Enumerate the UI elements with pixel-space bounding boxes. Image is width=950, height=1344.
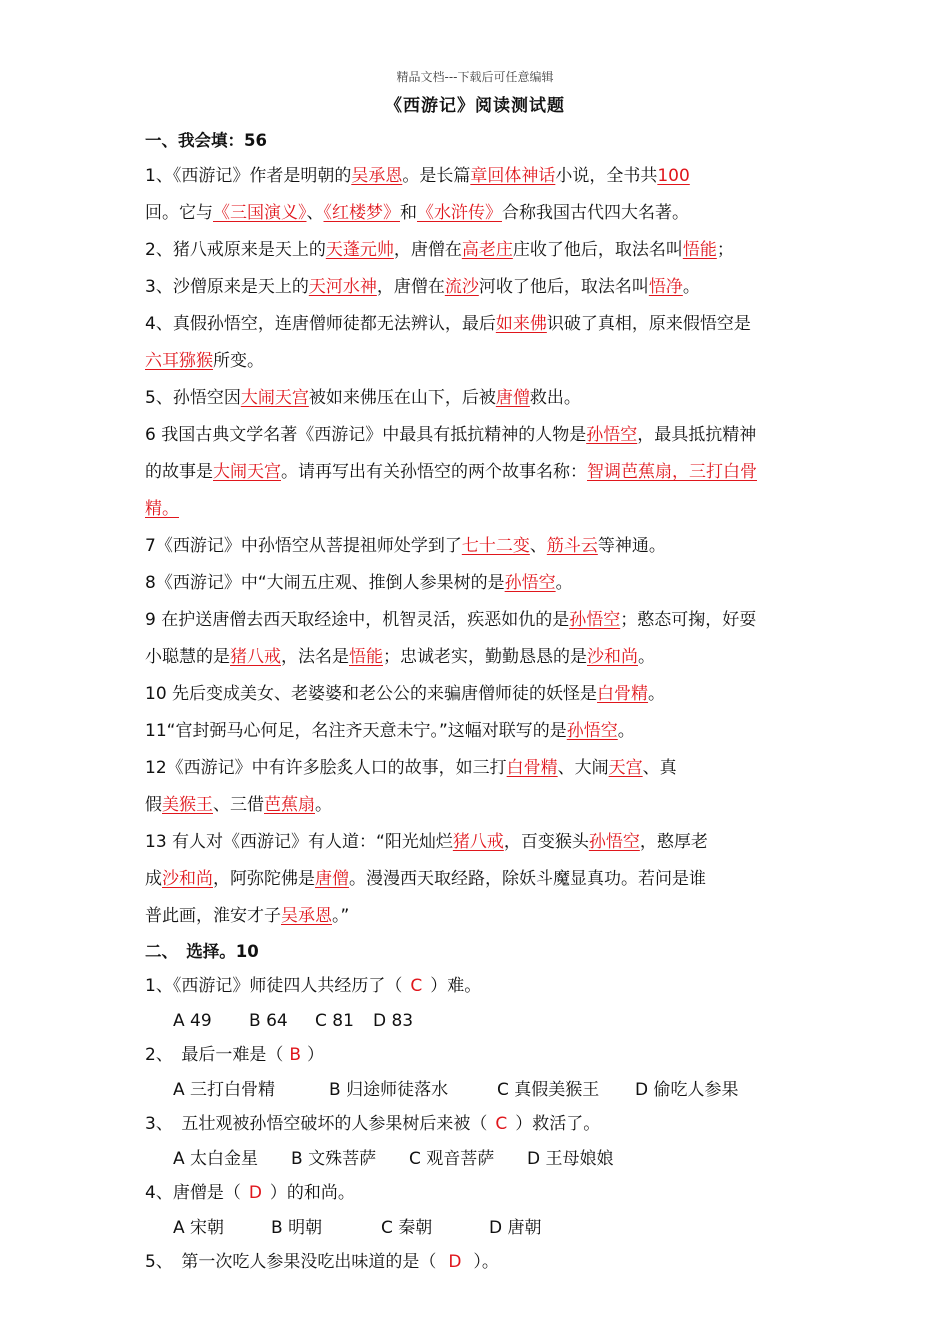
question-6-line-1: 6 我国古典文学名著《西游记》中最具有抵抗精神的人物是孙悟空，最具抵抗精神 (145, 425, 757, 445)
choice-answer: B (289, 1045, 301, 1065)
answer-blank: 100 (657, 166, 690, 186)
answer-blank: 精。 (145, 499, 179, 519)
question-2: 2、猪八戒原来是天上的天蓬元帅，唐僧在高老庄庄收了他后，取法名叫悟能； (145, 240, 734, 260)
option: C 真假美猴王 (497, 1080, 600, 1100)
choice-options-3 (145, 1142, 845, 1176)
document-body (145, 124, 845, 1280)
answer-blank: 大闹天宫 (213, 462, 281, 482)
section-heading-fill: 一、我会填：56 (145, 131, 267, 150)
choice-question-5: 5、 第一次吃人参果没吃出味道的是（ D ）。 (145, 1245, 845, 1280)
answer-blank: 唐僧 (495, 388, 530, 408)
answer-blank: 悟净 (648, 277, 683, 297)
question-13-line-3: 普此画，淮安才子吴承恩。” (145, 906, 350, 926)
answer-blank: 唐僧 (315, 869, 349, 889)
answer-blank: 孙悟空 (586, 425, 638, 445)
option: B 归途师徒落水 (329, 1080, 449, 1100)
answer-blank: 如来佛 (495, 314, 547, 334)
answer-blank: 《三国演义》 (213, 203, 307, 223)
question-13-line-1: 13 有人对《西游记》有人道：“阳光灿烂猪八戒，百变猴头孙悟空，憨厚老 (145, 832, 708, 852)
option: A 三打白骨精 (173, 1080, 276, 1100)
answer-blank: 沙和尚 (162, 869, 213, 889)
option: A 太白金星 (173, 1149, 259, 1169)
question-4-line-1: 4、真假孙悟空，连唐僧师徒都无法辨认，最后如来佛识破了真相，原来假悟空是 (145, 314, 751, 334)
option: B 64 (249, 1011, 288, 1031)
answer-blank: 高老庄 (461, 240, 513, 260)
answer-blank: 智调芭蕉扇，三打白骨 (587, 462, 757, 482)
question-9-line-1: 9 在护送唐僧去西天取经途中，机智灵活，疾恶如仇的是孙悟空；憨态可掬，好耍 (145, 610, 757, 630)
answer-blank: 孙悟空 (569, 610, 621, 630)
option: D 偷吃人参果 (635, 1080, 739, 1100)
choice-answer: D (248, 1183, 262, 1203)
question-12-line-1: 12《西游记》中有许多脍炙人口的故事，如三打白骨精、大闹天宫、真 (145, 758, 677, 778)
question-11: 11“官封弼马心何足，名注齐天意未宁。”这幅对联写的是孙悟空。 (145, 721, 635, 741)
answer-blank: 孙悟空 (566, 721, 618, 741)
question-4-line-2: 六耳猕猴所变。 (145, 351, 264, 371)
question-9-line-2: 小聪慧的是猪八戒，法名是悟能；忠诚老实，勤勤恳恳的是沙和尚。 (145, 647, 655, 667)
answer-blank: 美猴王 (162, 795, 213, 815)
choice-question-3: 3、 五壮观被孙悟空破坏的人参果树后来被（ C ）救活了。 (145, 1107, 845, 1142)
answer-blank: 孙悟空 (504, 573, 556, 593)
option: C 81 (315, 1011, 354, 1031)
answer-blank: 天河水神 (308, 277, 377, 297)
answer-blank: 白骨精 (597, 684, 649, 704)
answer-blank: 悟能 (349, 647, 383, 667)
choice-options-2 (145, 1073, 845, 1107)
answer-blank: 白骨精 (506, 758, 558, 778)
option: A 宋朝 (173, 1218, 225, 1238)
answer-blank: 猪八戒 (230, 647, 281, 667)
choice-question-4: 4、唐僧是（ D ）的和尚。 (145, 1176, 845, 1211)
option: B 明朝 (271, 1218, 323, 1238)
answer-blank: 七十二变 (461, 536, 530, 556)
section-heading-choice: 二、 选择。10 (145, 942, 259, 961)
choice-answer: C (495, 1114, 508, 1134)
question-5: 5、孙悟空因大闹天宫被如来佛压在山下，后被唐僧救出。 (145, 388, 581, 408)
question-13-line-2: 成沙和尚，阿弥陀佛是唐僧。漫漫西天取经路，除妖斗魔显真功。若问是谁 (145, 869, 706, 889)
answer-blank: 吴承恩 (351, 166, 403, 186)
option: B 文殊菩萨 (291, 1149, 377, 1169)
answer-blank: 芭蕉扇 (264, 795, 315, 815)
answer-blank: 沙和尚 (587, 647, 638, 667)
question-1-line-1: 1、《西游记》作者是明朝的吴承恩。是长篇章回体神话小说，全书共100 (145, 166, 690, 186)
document-title: 《西游记》阅读测试题 (385, 96, 565, 116)
option: D 王母娘娘 (527, 1149, 614, 1169)
answer-blank: 孙悟空 (588, 832, 640, 852)
option: D 83 (373, 1011, 414, 1031)
choice-answer: D (448, 1252, 462, 1272)
option: A 49 (173, 1011, 212, 1031)
question-3: 3、沙僧原来是天上的天河水神，唐僧在流沙河收了他后，取法名叫悟净。 (145, 277, 700, 297)
answer-blank: 《水浒传》 (417, 203, 502, 223)
answer-blank: 六耳猕猴 (145, 351, 213, 371)
choice-options-1 (145, 1004, 845, 1038)
question-10: 10 先后变成美女、老婆婆和老公公的来骗唐僧师徒的妖怪是白骨精。 (145, 684, 666, 704)
question-8: 8《西游记》中“大闹五庄观、推倒人参果树的是孙悟空。 (145, 573, 573, 593)
option: C 秦朝 (381, 1218, 433, 1238)
answer-blank: 天宫 (608, 758, 643, 778)
answer-blank: 悟能 (682, 240, 717, 260)
question-7: 7《西游记》中孙悟空从菩提祖师处学到了七十二变、筋斗云等神通。 (145, 536, 666, 556)
choice-question-1: 1、《西游记》师徒四人共经历了（ C ）难。 (145, 969, 845, 1004)
answer-blank: 章回体神话 (470, 166, 556, 186)
choice-answer: C (410, 976, 423, 996)
answer-blank: 流沙 (444, 277, 479, 297)
question-6-line-3 (145, 491, 845, 528)
option: C 观音菩萨 (409, 1149, 495, 1169)
answer-blank: 吴承恩 (281, 906, 332, 926)
answer-blank: 《红楼梦》 (323, 203, 400, 223)
answer-blank: 大闹天宫 (240, 388, 309, 408)
question-12-line-2: 假美猴王、三借芭蕉扇。 (145, 795, 332, 815)
answer-blank: 猪八戒 (452, 832, 504, 852)
choice-options-4 (145, 1211, 845, 1245)
choice-question-2: 2、 最后一难是（ B ） (145, 1038, 845, 1073)
page-header: 精品文档---下载后可任意编辑 (396, 70, 554, 84)
option: D 唐朝 (489, 1218, 542, 1238)
question-6-line-2: 的故事是大闹天宫。请再写出有关孙悟空的两个故事名称：智调芭蕉扇，三打白骨 (145, 462, 757, 482)
answer-blank: 天蓬元帅 (325, 240, 394, 260)
question-1-line-2: 回。它与《三国演义》、《红楼梦》和《水浒传》合称我国古代四大名著。 (145, 203, 689, 223)
answer-blank: 筋斗云 (546, 536, 598, 556)
